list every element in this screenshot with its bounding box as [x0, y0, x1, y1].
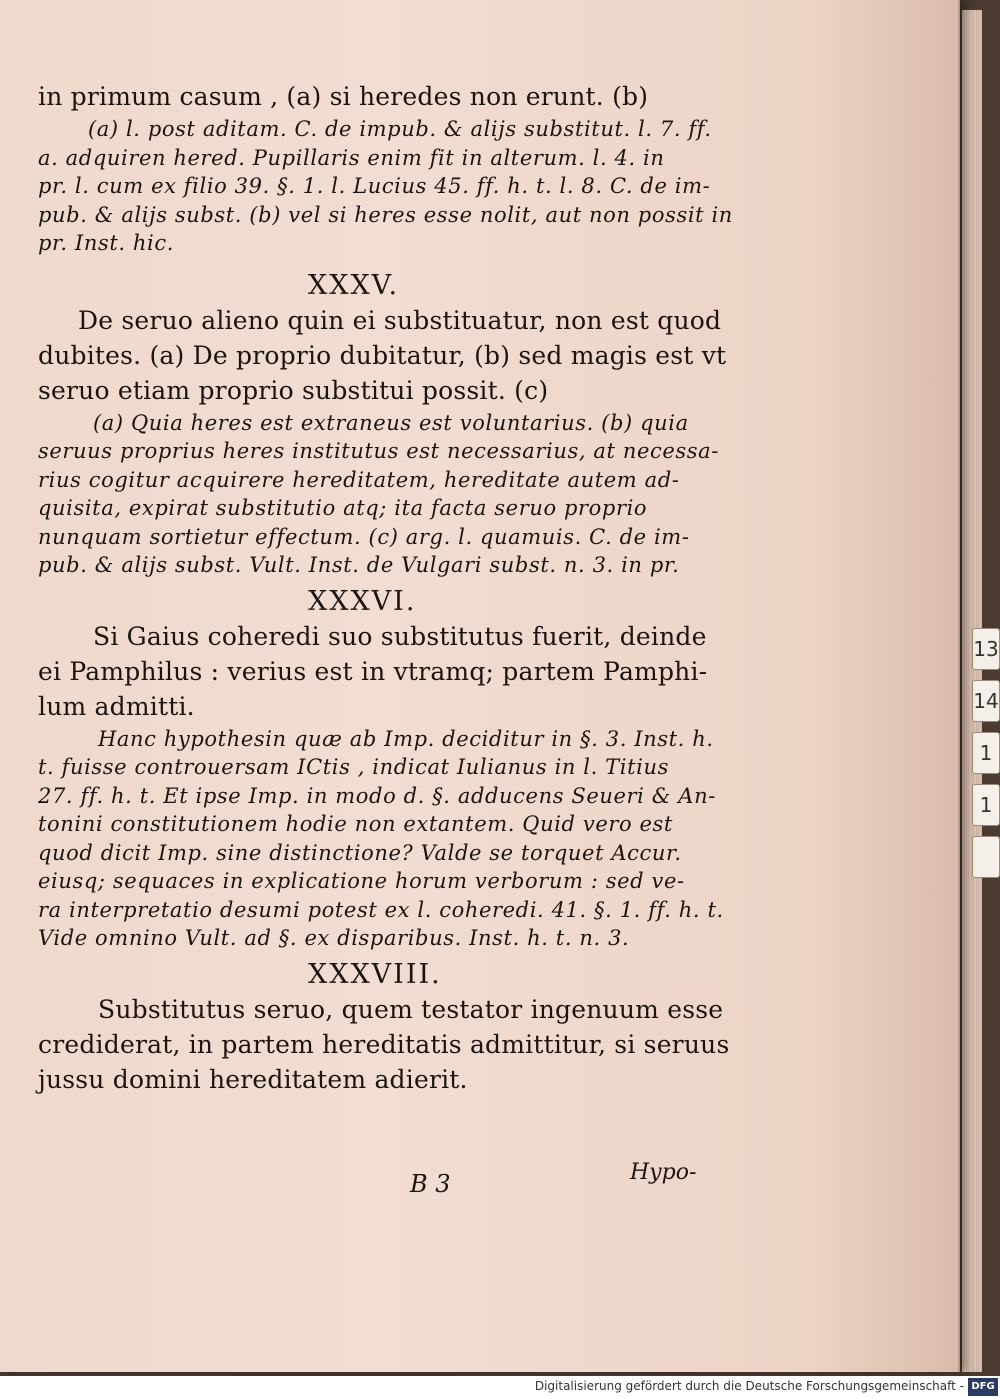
text-line: jussu domini hereditatem adierit.: [38, 1064, 468, 1094]
note-line: quisita, expirat substitutio atq; ita facta seruo proprio: [38, 496, 648, 520]
text-line: seruo etiam proprio substitui possit. (c): [38, 375, 549, 405]
note-line: pr. Inst. hic.: [38, 231, 174, 255]
dfg-logo: DFG: [968, 1378, 998, 1396]
edge-tab: 14: [972, 680, 1000, 722]
section-heading: XXXVIII.: [308, 958, 442, 990]
note-line: nunquam sortietur effectum. (c) arg. l. quamuis. C. de im-: [38, 524, 690, 549]
note-line: quod dicit Imp. sine distinctione? Valde se torquet Accur.: [38, 840, 682, 865]
note-line: pub. & alijs subst. (b) vel si heres esse nolit, aut non possit in: [38, 202, 733, 227]
edge-tabs: [972, 628, 1000, 958]
note-line: ra interpretatio desumi potest ex l. coheredi. 41. §. 1. ff. h. t.: [38, 897, 724, 922]
catchword: Hypo-: [630, 1160, 697, 1185]
note-line: Vide omnino Vult. ad §. ex disparibus. Inst. h. t. n. 3.: [38, 926, 630, 950]
note-line: Hanc hypothesin quæ ab Imp. deciditur in §. 3. Inst. h.: [98, 726, 714, 751]
note-line: 27. ff. h. t. Et ipse Imp. in modo d. §. adducens Seueri & An-: [38, 783, 716, 808]
note-line: (a) Quia heres est extraneus est voluntarius. (b) quia: [93, 410, 689, 435]
edge-tab: [972, 836, 1000, 878]
section-heading: XXXVI.: [308, 585, 417, 617]
note-line: t. fuisse controuersam ICtis , indicat Iulianus in l. Titius: [38, 755, 669, 779]
note-line: pub. & alijs subst. Vult. Inst. de Vulgari subst. n. 3. in pr.: [38, 553, 680, 577]
note-line: a. adquiren hered. Pupillaris enim fit in alterum. l. 4. in: [38, 145, 665, 170]
edge-tab: 1: [972, 732, 1000, 774]
footer-credit: Digitalisierung gefördert durch die Deutsche Forschungsgemeinschaft -: [534, 1379, 964, 1393]
section-heading: XXXV.: [308, 269, 400, 301]
edge-tab: 13: [972, 628, 1000, 670]
note-line: pr. l. cum ex filio 39. §. 1. l. Lucius 45. ff. h. t. l. 8. C. de im-: [38, 174, 711, 198]
text-line: De seruo alieno quin ei substituatur, non est quod: [78, 305, 722, 335]
text-line: crediderat, in partem hereditatis admittitur, si seruus: [38, 1029, 730, 1059]
text-line: lum admitti.: [38, 691, 195, 721]
text-line: ei Pamphilus : verius est in vtramq; partem Pamphi-: [38, 656, 708, 686]
text-line: Si Gaius coheredi suo substitutus fuerit, deinde: [93, 621, 707, 651]
note-line: (a) l. post aditam. C. de impub. & alijs substitut. l. 7. ff.: [88, 117, 712, 141]
text-line: in primum casum , (a) si heredes non erunt. (b): [38, 82, 649, 111]
text-line: dubites. (a) De proprio dubitatur, (b) sed magis est vt: [38, 340, 727, 370]
note-line: seruus proprius heres institutus est necessarius, at necessa-: [38, 439, 719, 463]
text-line: Substitutus seruo, quem testator ingenuum esse: [98, 994, 724, 1024]
signature-mark: B 3: [410, 1170, 451, 1198]
note-line: eiusq; sequaces in explicatione horum verborum : sed ve-: [38, 869, 685, 893]
note-line: tonini constitutionem hodie non extantem. Quid vero est: [38, 812, 673, 836]
note-line: rius cogitur acquirere hereditatem, hereditate autem ad-: [38, 467, 680, 492]
footer-bar: [0, 1376, 1000, 1399]
edge-tab: 1: [972, 784, 1000, 826]
